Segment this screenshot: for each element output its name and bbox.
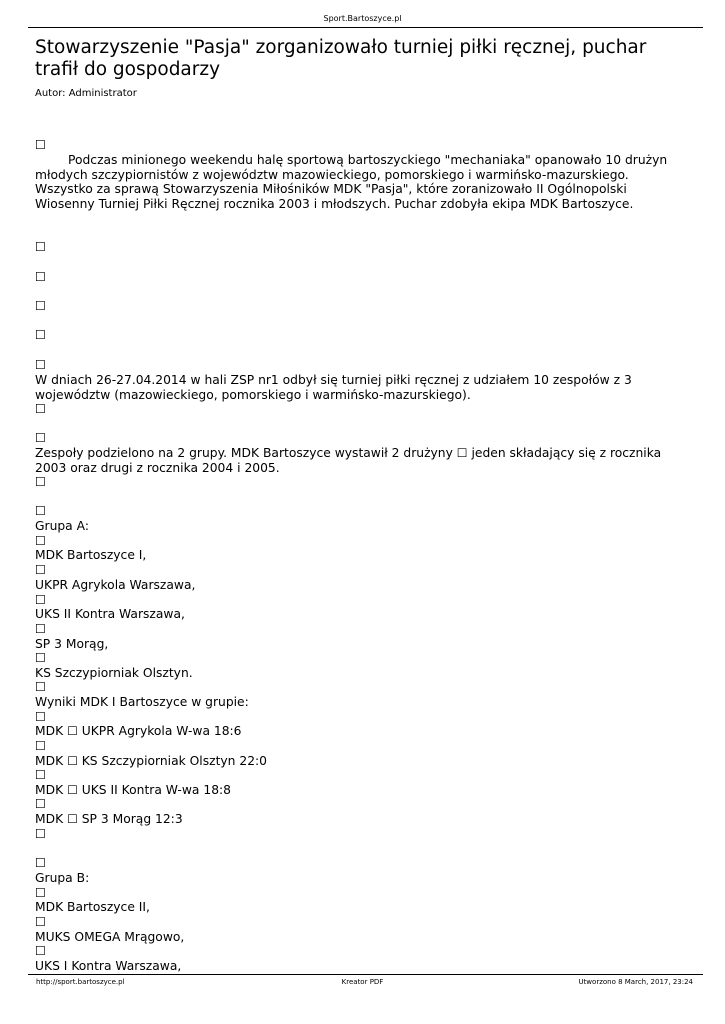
checkbox-glyph: ☐	[35, 299, 47, 313]
group-a-title: Grupa A:	[35, 519, 89, 533]
paragraph-line: W dniach 26-27.04.2014 w hali ZSP nr1 odbył się turniej piłki ręcznej z udziałem 10 zespołów z 3	[35, 373, 632, 387]
checkbox-glyph: ☐	[35, 563, 47, 577]
team-item: MDK Bartoszyce II,	[35, 900, 150, 914]
site-header: Sport.Bartoszyce.pl	[323, 14, 402, 23]
checkbox-glyph: ☐	[35, 475, 47, 489]
checkbox-glyph: ☐	[35, 402, 47, 416]
paragraph-line	[35, 446, 685, 461]
checkbox-glyph: ☐	[35, 768, 47, 782]
team-item: MDK Bartoszyce I,	[35, 548, 147, 562]
result-item	[35, 783, 685, 798]
result-text: UKPR Agrykola W-wa 18:6	[77, 724, 242, 738]
checkbox-glyph: ☐	[35, 651, 47, 665]
checkbox-glyph: ☐	[35, 680, 47, 694]
paragraph-text: Zespoły podzielono na 2 grupy. MDK Bartoszyce wystawił 2 drużyny	[35, 446, 457, 460]
checkbox-glyph: ☐	[35, 739, 47, 753]
footer-generator: Kreator PDF	[341, 978, 384, 986]
result-item	[35, 754, 685, 769]
article-title: Stowarzyszenie "Pasja" zorganizowało turniej piłki ręcznej, puchar trafił do gospodarzy	[35, 37, 647, 80]
result-text: UKS II Kontra W-wa 18:8	[77, 783, 231, 797]
checkbox-glyph: ☐	[35, 622, 47, 636]
checkbox-glyph: ☐	[456, 446, 468, 460]
checkbox-glyph: ☐	[35, 240, 47, 254]
result-team: MDK	[35, 724, 68, 738]
result-item	[35, 724, 685, 739]
footer-created: Utworzono 8 March, 2017, 23:24	[578, 978, 693, 986]
checkbox-glyph: ☐	[35, 138, 47, 152]
footer-url[interactable]: http://sport.bartoszyce.pl	[36, 978, 125, 986]
result-team: MDK	[35, 812, 68, 826]
checkbox-glyph: ☐	[35, 431, 47, 445]
checkbox-glyph: ☐	[35, 827, 47, 841]
checkbox-glyph: ☐	[35, 270, 47, 284]
results-title: Wyniki MDK I Bartoszyce w grupie:	[35, 695, 249, 709]
checkbox-glyph: ☐	[35, 915, 47, 929]
checkbox-glyph: ☐	[67, 783, 78, 797]
intro-line: Wiosenny Turniej Piłki Ręcznej rocznika 2003 i młodszych. Puchar zdobyła ekipa MDK Bartoszyce.	[35, 196, 634, 211]
team-item: SP 3 Morąg,	[35, 637, 109, 651]
checkbox-glyph: ☐	[67, 754, 78, 768]
checkbox-glyph: ☐	[35, 358, 47, 372]
result-team: MDK	[35, 783, 68, 797]
checkbox-glyph: ☐	[35, 328, 47, 342]
checkbox-glyph: ☐	[35, 944, 47, 958]
result-item	[35, 812, 685, 827]
article-author: Autor: Administrator	[35, 88, 137, 99]
team-item: UKS I Kontra Warszawa,	[35, 959, 182, 973]
header-divider	[28, 27, 703, 28]
checkbox-glyph: ☐	[35, 710, 47, 724]
checkbox-glyph: ☐	[67, 724, 78, 738]
checkbox-glyph: ☐	[35, 534, 47, 548]
checkbox-glyph: ☐	[35, 797, 47, 811]
paragraph-line: województw (mazowieckiego, pomorskiego i warmińsko-mazurskiego).	[35, 387, 471, 402]
group-b-title: Grupa B:	[35, 871, 90, 885]
team-item: KS Szczypiorniak Olsztyn.	[35, 666, 193, 680]
checkbox-glyph: ☐	[35, 886, 47, 900]
footer-divider	[28, 974, 703, 975]
intro-line: Podczas minionego weekendu halę sportową bartoszyckiego "mechaniaka" opanowało 10 drużyn	[68, 153, 668, 167]
team-item: MUKS OMEGA Mrągowo,	[35, 930, 185, 944]
paragraph-line: 2003 oraz drugi z rocznika 2004 i 2005.	[35, 460, 280, 475]
intro-line: Wszystko za sprawą Stowarzyszenia Miłośników MDK "Pasja", które zoranizowało II Ogólnopolski	[35, 182, 627, 196]
team-item: UKS II Kontra Warszawa,	[35, 607, 185, 621]
result-text: SP 3 Morąg 12:3	[77, 812, 183, 826]
checkbox-glyph: ☐	[35, 504, 47, 518]
intro-line: młodych szczypiornistów z województw mazowieckiego, pomorskiego i warmińsko-mazurskiego.	[35, 167, 629, 182]
paragraph-text: jeden składający się z rocznika	[467, 446, 662, 460]
checkbox-glyph: ☐	[67, 812, 78, 826]
team-item: UKPR Agrykola Warszawa,	[35, 578, 196, 592]
result-team: MDK	[35, 754, 68, 768]
checkbox-glyph: ☐	[35, 593, 47, 607]
result-text: KS Szczypiorniak Olsztyn 22:0	[77, 754, 268, 768]
checkbox-glyph: ☐	[35, 856, 47, 870]
